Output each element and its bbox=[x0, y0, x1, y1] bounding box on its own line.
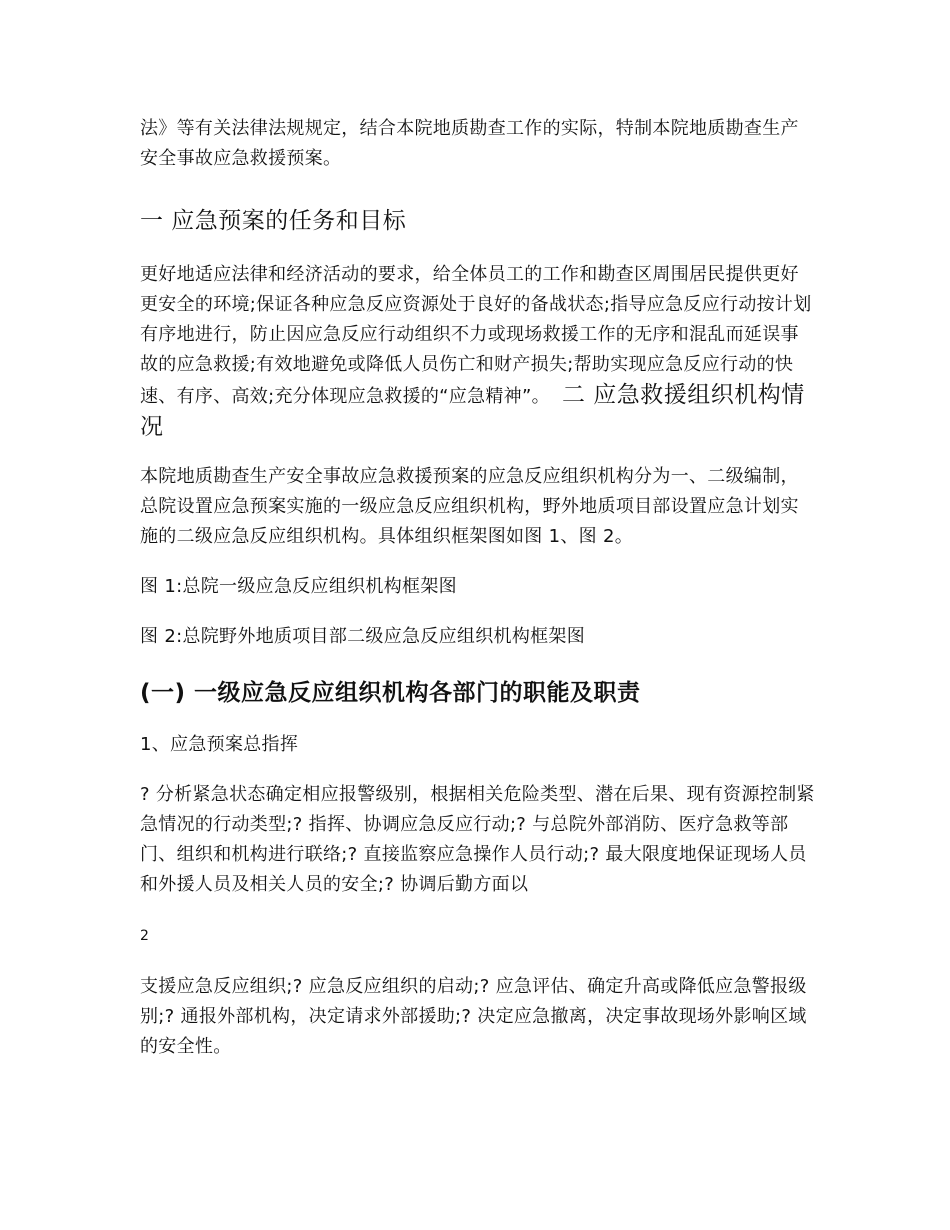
spacer bbox=[140, 602, 815, 622]
spacer bbox=[140, 710, 815, 730]
spacer bbox=[140, 946, 815, 972]
page-number: 2 bbox=[140, 928, 149, 944]
figure2-caption: 图 2:总院野外地质项目部二级应急反应组织机构框架图 bbox=[140, 626, 586, 647]
section1-paragraph-text: 更好地适应法律和经济活动的要求，给全体员工的工作和勘查区周围居民提供更好更安全的环境;保证各种应急反应资源处于良好的备战状态;指导应急反应行动按计划有序地进行，防止因应急反应行动组织不力或现场救援工作的无序和混乱而延误事故的应急救援;有效地避免或降低人员伤亡和财产损失;帮助实现应急反应行动的快速、有序、高效;充分体现应急救援的“应急精神”。 bbox=[140, 264, 812, 407]
figure1-caption: 图 1:总院一级应急反应组织机构框架图 bbox=[140, 576, 457, 597]
spacer bbox=[140, 652, 815, 676]
spacer bbox=[140, 552, 815, 572]
document-page bbox=[140, 114, 815, 1062]
continued-paragraph: 支援应急反应组织;? 应急反应组织的启动;? 应急评估、确定升高或降低应急警报级别;? 通报外部机构，决定请求外部援助;? 决定应急撤离，决定事故现场外影响区域的安全性。 bbox=[140, 976, 807, 1057]
spacer bbox=[140, 760, 815, 780]
spacer bbox=[140, 444, 815, 462]
section1-heading: 一 应急预案的任务和目标 bbox=[140, 208, 407, 234]
item1-paragraph: ? 分析紧急状态确定相应报警级别，根据相关危险类型、潜在后果、现有资源控制紧急情况的行动类型;? 指挥、协调应急反应行动;? 与总院外部消防、医疗急救等部门、组织和机构进行联络;? 直接监察应急操作人员行动;? 最大限度地保证现场人员和外援人员及相关人员的安全;? 协调后勤方面以 bbox=[140, 784, 815, 895]
spacer bbox=[140, 238, 815, 260]
section1-paragraph bbox=[140, 260, 815, 444]
section2-paragraph: 本院地质勘查生产安全事故应急救援预案的应急反应组织机构分为一、二级编制，总院设置应急预案实施的一级应急反应组织机构，野外地质项目部设置应急计划实施的二级应急反应组织机构。具体组织框架图如图 1、图 2。 bbox=[140, 466, 799, 547]
section2-heading: 二 应急救援组织机构情况 bbox=[140, 382, 805, 440]
spacer bbox=[140, 174, 815, 204]
subsection1-heading: (一) 一级应急反应组织机构各部门的职能及职责 bbox=[140, 680, 641, 706]
spacer bbox=[140, 900, 815, 926]
intro-paragraph: 法》等有关法律法规规定，结合本院地质勘查工作的实际，特制本院地质勘查生产安全事故应急救援预案。 bbox=[140, 118, 799, 169]
item1-title: 1、应急预案总指挥 bbox=[140, 734, 299, 755]
